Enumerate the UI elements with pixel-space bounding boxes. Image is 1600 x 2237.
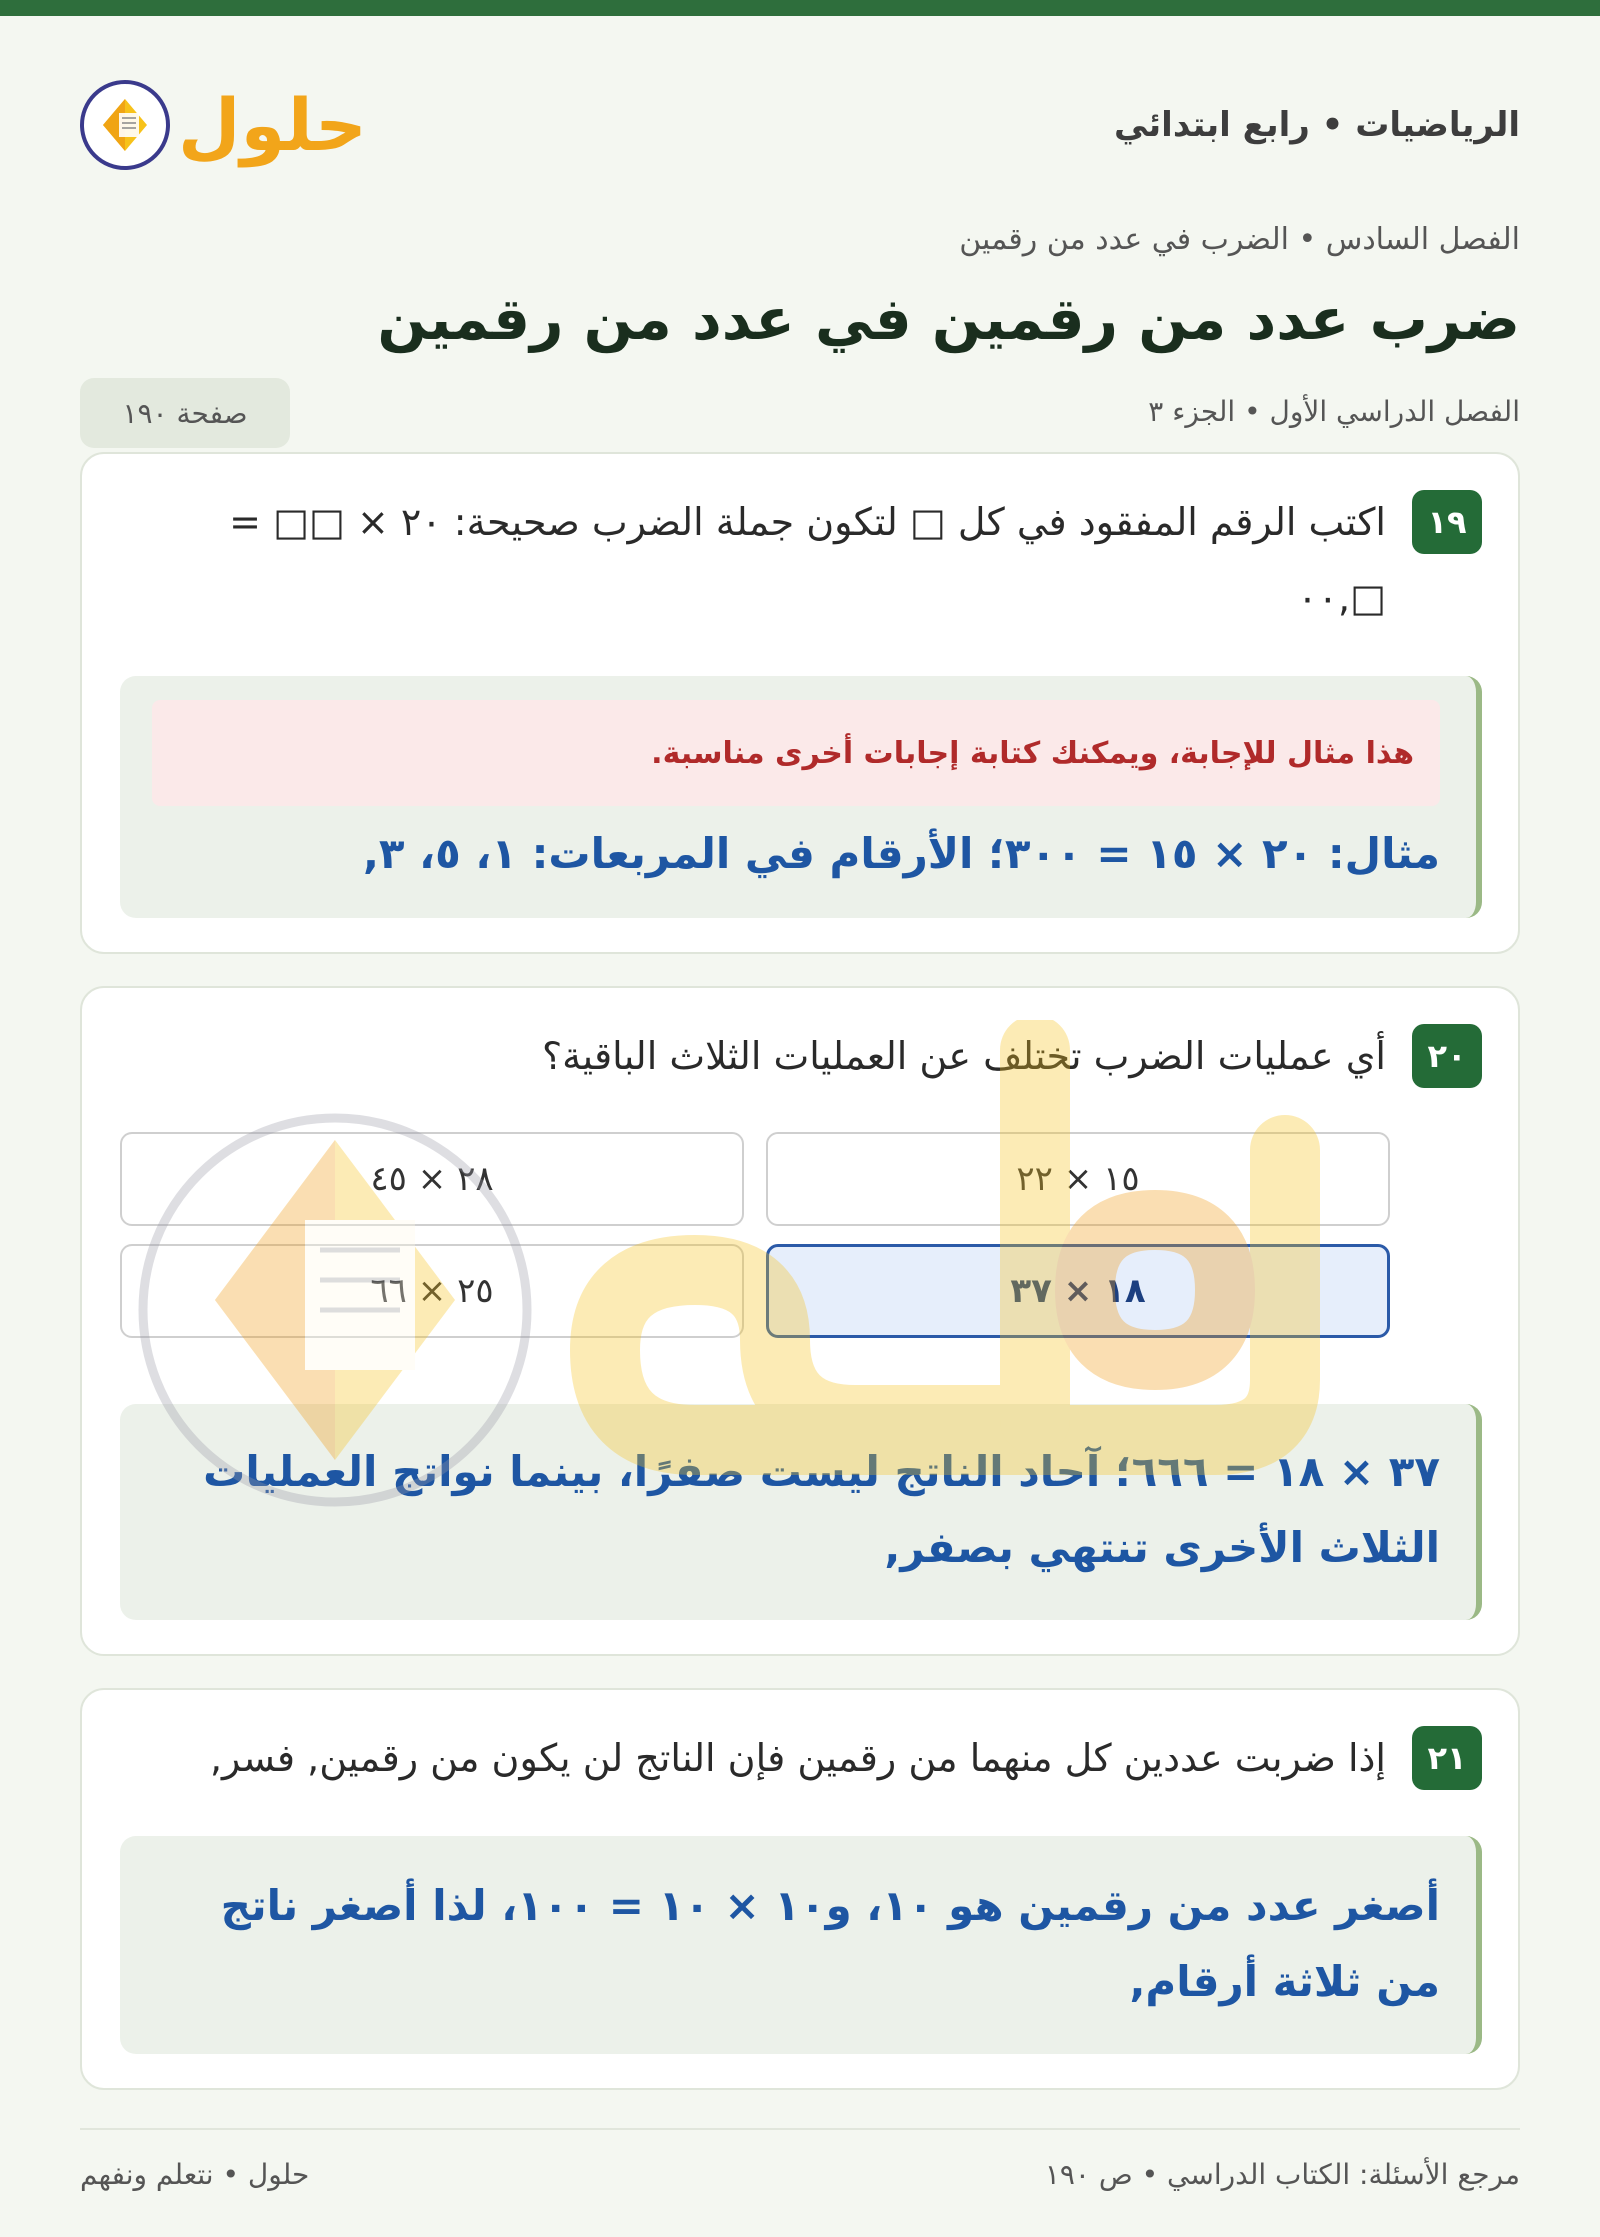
page-header [80,60,1520,190]
question-card-19 [80,452,1520,954]
answer-text: مثال: ٢٠ × ١٥ = ٣٠٠؛ الأرقام في المربعات: ١، ٥، ٣, [362,829,1440,878]
top-accent-bar [0,0,1600,16]
answer-box [120,1404,1482,1620]
logo-book-icon [80,80,170,170]
option-15x22[interactable]: ١٥ × ٢٢ [766,1132,1390,1226]
answer-text: أصغر عدد من رقمين هو ١٠، و١٠ × ١٠ = ١٠٠، لذا أصغر ناتج من ثلاثة أرقام, [220,1881,1440,2006]
option-18x37-selected[interactable]: ١٨ × ٣٧ [766,1244,1390,1338]
question-text: إذا ضربت عددين كل منهما من رقمين فإن الناتج لن يكون من رقمين, فسر, [209,1736,1386,1780]
footer-divider [80,2128,1520,2130]
page-number-badge: صفحة ١٩٠ [80,378,290,448]
answer-box [120,1836,1482,2054]
question-card-20 [80,986,1520,1656]
footer-source: مرجع الأسئلة: الكتاب الدراسي • ص ١٩٠ [1044,2158,1520,2191]
question-card-21 [80,1688,1520,2090]
page-title: ضرب عدد من رقمين في عدد من رقمين [377,285,1520,353]
answer-note: هذا مثال للإجابة، ويمكنك كتابة إجابات أخرى مناسبة. [152,700,1440,806]
answer-box [120,676,1482,918]
question-number-badge: ١٩ [1412,490,1482,554]
question-text: أي عمليات الضرب تختلف عن العمليات الثلاث الباقية؟ [541,1034,1386,1078]
question-text: اكتب الرقم المفقود في كل □ لتكون جملة الضرب صحيحة: ٢٠ × □□ = □,٠٠ [229,500,1386,620]
hulul-logo[interactable] [80,80,367,170]
subject-title: الرياضيات • رابع ابتدائي [1114,105,1520,145]
answer-text: ٣٧ × ١٨ = ٦٦٦؛ آحاد الناتج ليست صفرًا، بينما نواتج العمليات الثلاث الأخرى تنتهي بصفر, [203,1447,1440,1572]
option-25x66[interactable]: ٢٥ × ٦٦ [120,1244,744,1338]
footer-brand: حلول • نتعلم ونفهم [80,2158,310,2191]
question-number-badge: ٢١ [1412,1726,1482,1790]
semester-meta: الفصل الدراسي الأول • الجزء ٣ [1148,395,1520,428]
question-number-badge: ٢٠ [1412,1024,1482,1088]
option-28x45[interactable]: ٢٨ × ٤٥ [120,1132,744,1226]
breadcrumb: الفصل السادس • الضرب في عدد من رقمين [959,222,1520,257]
logo-wordmark: حلول [178,83,367,167]
